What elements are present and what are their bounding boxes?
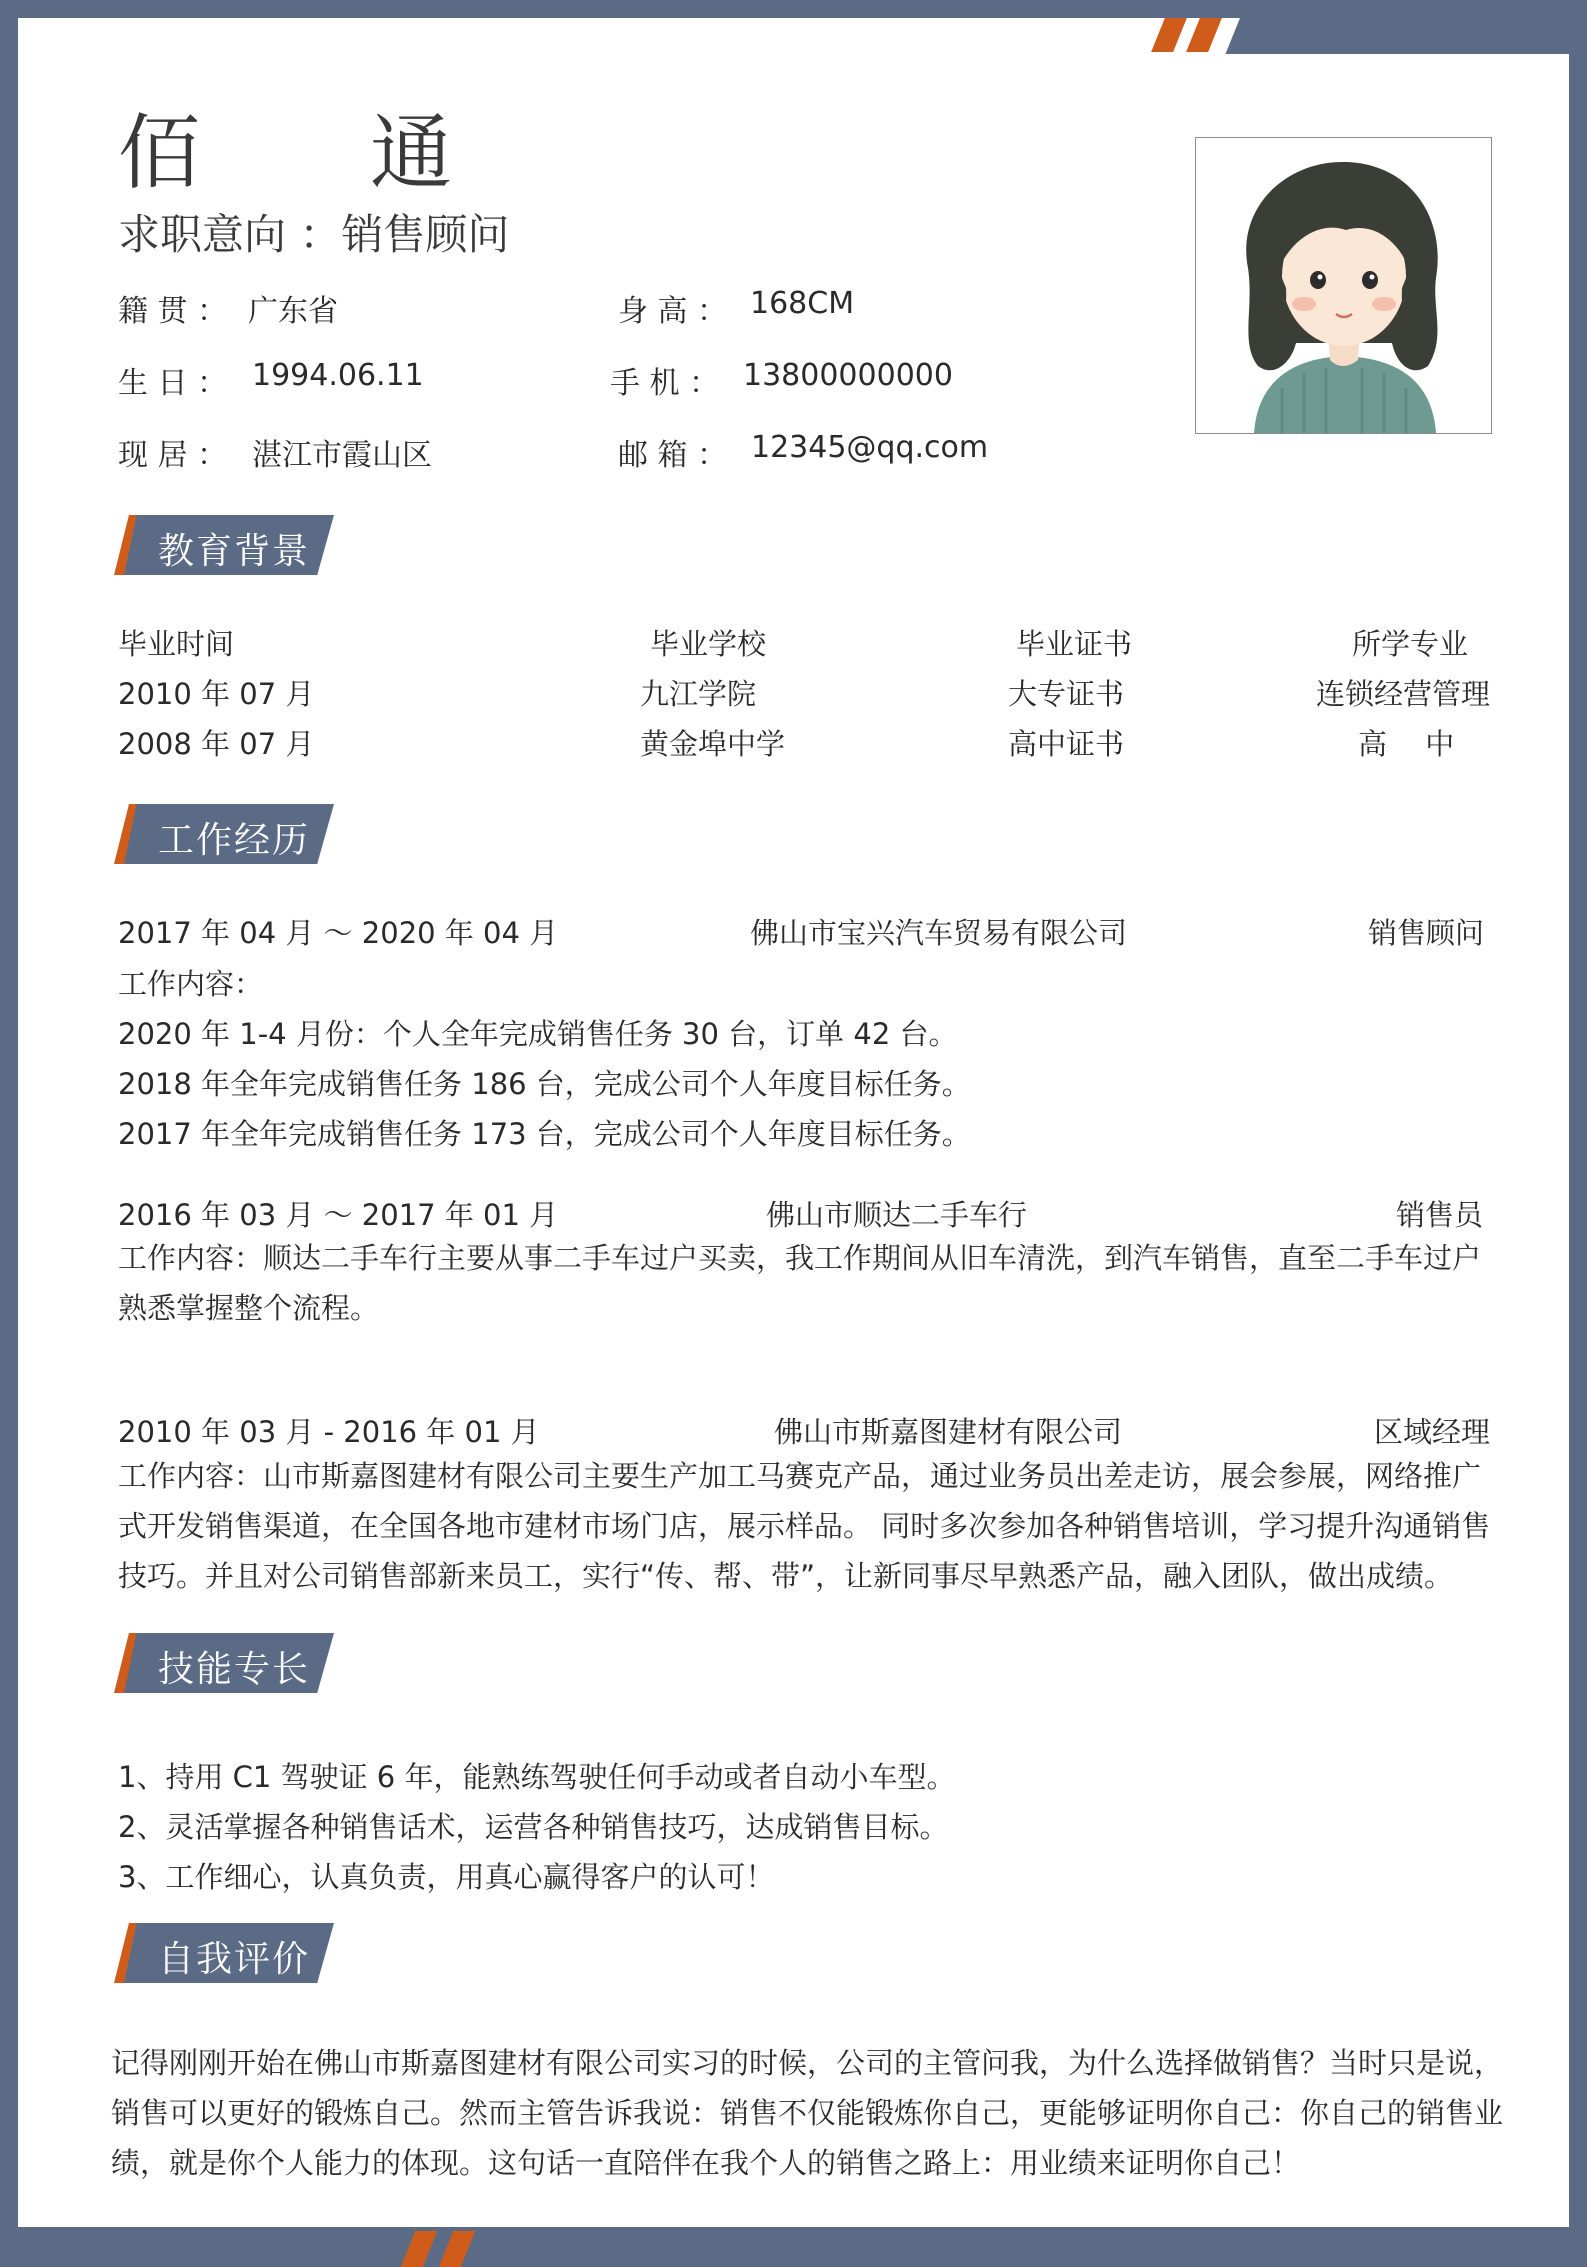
residence-value: 湛江市霞山区 <box>252 438 432 473</box>
candidate-name: 佰 通 <box>118 106 455 201</box>
section-title: 工作经历 <box>158 820 311 861</box>
job-1-line-3: 2018 年全年完成销售任务 186 台，完成公司个人年度目标任务。 <box>118 1067 971 1101</box>
edu-header-major: 所学专业 <box>1352 627 1469 661</box>
edu-row-2-major: 高 中 <box>1358 727 1455 761</box>
edu-header-school: 毕业学校 <box>650 627 767 661</box>
phone-value: 13800000000 <box>743 358 953 393</box>
corner-decor-top <box>1225 18 1587 54</box>
section-title: 自我评价 <box>158 1939 311 1980</box>
self-eval-text: 记得刚刚开始在佛山市斯嘉图建材有限公司实习的时候，公司的主管问我，为什么选择做销售？当时只是说，销售可以更好的锻炼自己。然而主管告诉我说：销售不仅能锻炼你自己，更能够证明你自己：你自己的销售业绩，就是你个人能力的体现。这句话一直陪伴在我个人的销售之路上：用业绩来证明你自己！ <box>111 2046 1504 2180</box>
birth-label: 生 日 ： <box>118 366 228 401</box>
corner-stripe-top-2 <box>1186 18 1222 52</box>
profile-photo <box>1195 137 1492 434</box>
skill-item-2: 2、灵活掌握各种销售话术，运营各种销售技巧，达成销售目标。 <box>118 1810 949 1844</box>
origin-value: 广东省 <box>248 294 338 329</box>
job-intent: 求职意向 ：销售顾问 <box>118 210 510 259</box>
edu-row-1-time: 2010 年 07 月 <box>118 677 315 711</box>
corner-stripe-top-1 <box>1151 18 1187 52</box>
height-label: 身 高 ： <box>618 294 728 329</box>
email-label: 邮 箱 ： <box>618 438 728 473</box>
edu-row-1-school: 九江学院 <box>640 677 757 711</box>
section-title: 教育背景 <box>158 531 311 572</box>
section-header-self-eval <box>114 1923 344 1983</box>
edu-header-cert: 毕业证书 <box>1016 627 1133 661</box>
avatar-icon <box>1196 138 1491 433</box>
corner-decor-bottom <box>0 2231 405 2267</box>
height-value: 168CM <box>750 286 855 321</box>
job-3-description: 工作内容：山市斯嘉图建材有限公司主要生产加工马赛克产品，通过业务员出差走访，展会参展，网络推广式开发销售渠道，在全国各地市建材市场门店，展示样品。 同时多次参加各种销售培训，学习提升沟通销售技巧。并且对公司销售部新来员工，实行“传、帮、带”，让新同事尽早熟悉产品，融入团队，做出成绩。 <box>118 1459 1491 1593</box>
skill-item-3: 3、工作细心，认真负责，用真心赢得客户的认可！ <box>118 1860 775 1894</box>
section-header-skills <box>114 1633 344 1693</box>
job-2-description: 工作内容：顺达二手车行主要从事二手车过户买卖，我工作期间从旧车清洗，到汽车销售，直至二手车过户熟悉掌握整个流程。 <box>118 1241 1482 1325</box>
section-header-education <box>114 515 344 575</box>
job-3-period: 2010 年 03 月 - 2016 年 01 月 <box>118 1415 540 1449</box>
resume-page <box>18 18 1569 2227</box>
job-3-company: 佛山市斯嘉图建材有限公司 <box>774 1415 1123 1449</box>
job-1-line-2: 2020 年 1-4 月份：个人全年完成销售任务 30 台，订单 42 台。 <box>118 1017 958 1051</box>
corner-stripe-bottom-1 <box>401 2231 438 2267</box>
section-header-work <box>114 804 344 864</box>
corner-stripe-bottom-2 <box>439 2231 476 2267</box>
job-1-period: 2017 年 04 月 ～ 2020 年 04 月 <box>118 916 559 950</box>
origin-label: 籍 贯 ： <box>118 294 228 329</box>
edu-row-2-cert: 高中证书 <box>1008 727 1125 761</box>
edu-row-1-major: 连锁经营管理 <box>1316 677 1491 711</box>
job-3-position: 区域经理 <box>1374 1415 1491 1449</box>
edu-row-2-school: 黄金埠中学 <box>640 727 786 761</box>
skill-item-1: 1、持用 C1 驾驶证 6 年，能熟练驾驶任何手动或者自动小车型。 <box>118 1760 956 1794</box>
email-value: 12345@qq.com <box>751 430 989 465</box>
job-2-period: 2016 年 03 月 ～ 2017 年 01 月 <box>118 1198 559 1232</box>
job-2-position: 销售员 <box>1396 1198 1484 1232</box>
job-1-line-4: 2017 年全年完成销售任务 173 台，完成公司个人年度目标任务。 <box>118 1117 971 1151</box>
job-1-position: 销售顾问 <box>1368 916 1485 950</box>
phone-label: 手 机 ： <box>610 366 720 401</box>
edu-row-2-time: 2008 年 07 月 <box>118 727 315 761</box>
edu-header-time: 毕业时间 <box>118 627 235 661</box>
residence-label: 现 居 ： <box>118 438 228 473</box>
job-1-company: 佛山市宝兴汽车贸易有限公司 <box>750 916 1128 950</box>
section-title: 技能专长 <box>158 1649 311 1690</box>
job-2-company: 佛山市顺达二手车行 <box>766 1198 1028 1232</box>
job-1-line-1: 工作内容： <box>118 967 264 1001</box>
edu-row-1-cert: 大专证书 <box>1008 677 1125 711</box>
birth-value: 1994.06.11 <box>252 358 424 393</box>
